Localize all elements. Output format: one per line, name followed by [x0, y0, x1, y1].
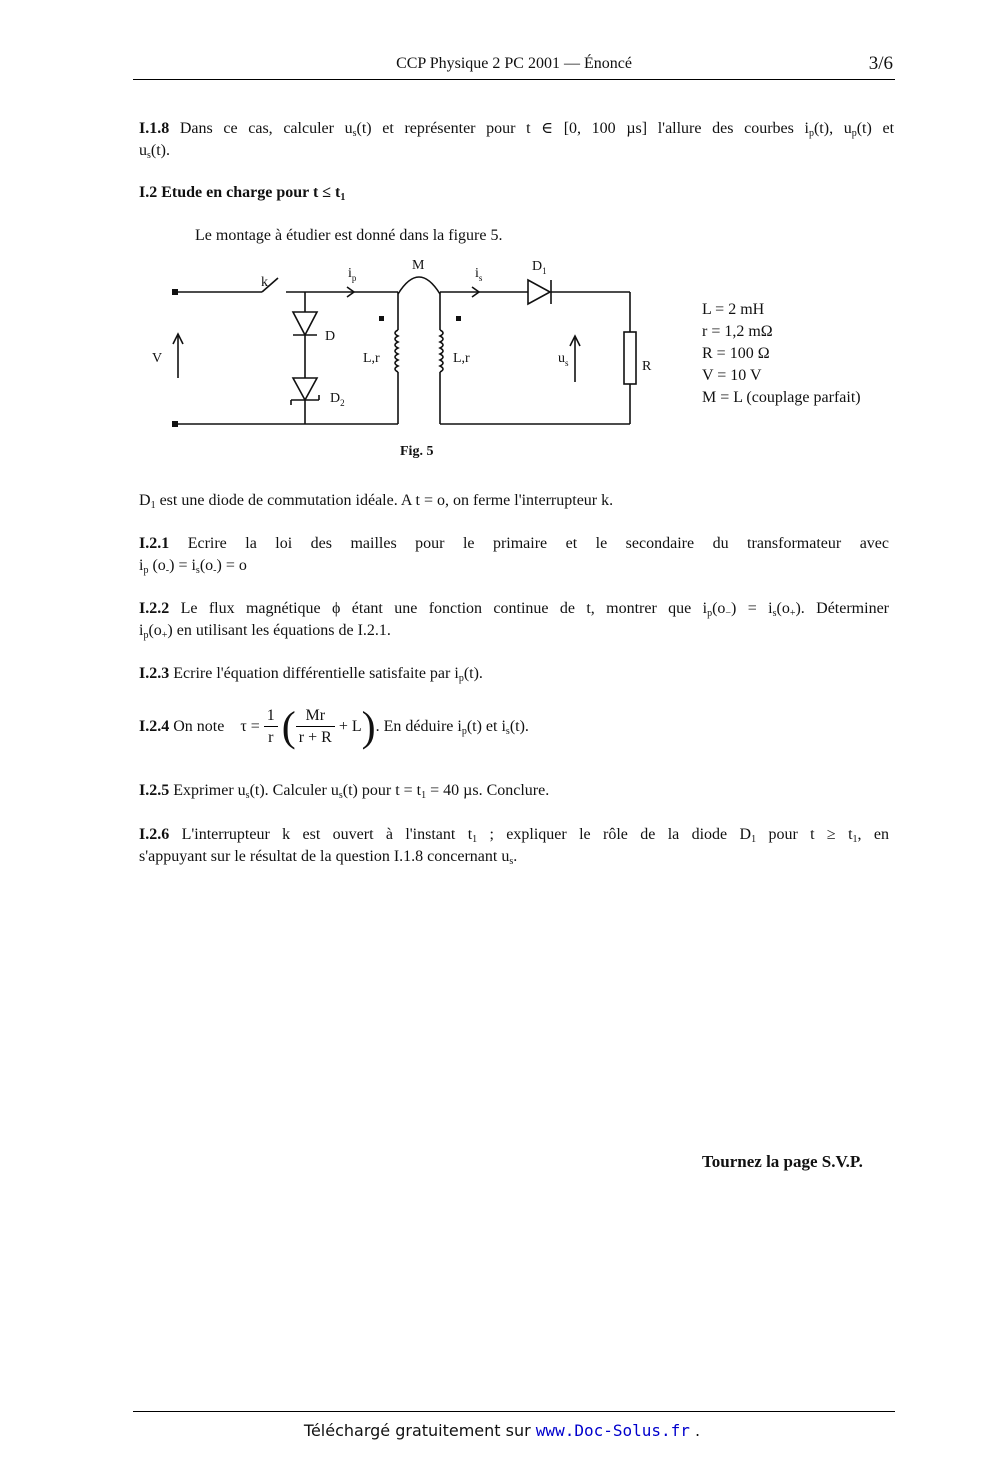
question-I-1-8 — [139, 118, 894, 162]
subscript: s — [352, 128, 357, 139]
question-I-2-4: I.2.4 On note τ = $\frac{1}{r}$ ( $\frac{Mr}{r + R}$ + L). En déduire $i_p(t)$ et $i_s(t)$. — [139, 704, 529, 751]
diode-D2 — [293, 378, 317, 400]
turn-page-note: Tournez la page S.V.P. — [702, 1152, 863, 1171]
label-D2: $D_2$ — [330, 391, 345, 408]
circuit-figure-5 — [150, 250, 650, 465]
question-I-2-5: I.2.5 Exprimer $u_s(t)$. Calculer $u_s(t)$ pour $t = t_1 = 40$ µs. Conclure. — [139, 782, 550, 801]
question-I-2-6: I.2.6 L'interrupteur k est ouvert à l'instant $t_1$ ; expliquer le rôle de la diode $D_1$ pour $t \ge t_1$, en s'appuyant sur le résultat de la question I.1.8 concernant $u_s$. — [139, 826, 889, 867]
spec-V: V = 10 V — [702, 367, 762, 384]
label-Lr-primary: L,r — [363, 351, 380, 366]
terminal-top — [172, 289, 178, 295]
subscript: s — [147, 150, 151, 161]
component-values — [702, 299, 861, 409]
tau-symbol: τ = — [240, 718, 260, 736]
spec-r: r = 1,2 mΩ — [702, 323, 773, 340]
section-heading — [139, 182, 345, 204]
label-k: k — [261, 275, 268, 290]
label-V: V — [152, 351, 163, 366]
question-I-2-3: I.2.3 Ecrire l'équation différentielle satisfaite par $i_p(t)$. — [139, 665, 483, 684]
resistor-R — [624, 332, 636, 384]
footer-rule — [133, 1411, 895, 1412]
diode-description — [139, 490, 613, 512]
subscript: p — [851, 128, 857, 139]
question-label: I.2.5 — [139, 782, 170, 799]
figure-caption: Fig. 5 — [400, 444, 434, 459]
question-label: I.1.8 — [139, 120, 170, 137]
coil-primary — [395, 330, 398, 372]
page-header — [133, 55, 895, 80]
label-ip: $i_p$ — [348, 266, 357, 283]
diode-D — [293, 312, 317, 335]
question-label: I.2.1 — [139, 535, 170, 552]
header-title: CCP Physique 2 PC 2001 — Énoncé — [396, 55, 632, 72]
subscript: p — [808, 128, 814, 139]
paren-left: ( — [281, 704, 296, 751]
spec-R: R = 100 Ω — [702, 345, 770, 362]
fraction-Mr-over-rR: $\frac{Mr}{r + R}$ — [296, 706, 335, 749]
question-label: I.2.2 — [139, 600, 170, 617]
label-us: $u_s$ — [558, 351, 569, 368]
polarity-dot-primary — [379, 316, 384, 321]
label-is: $i_s$ — [475, 266, 483, 283]
question-label: I.2.4 — [139, 718, 170, 736]
spec-L: L = 2 mH — [702, 301, 765, 318]
page-number: 3/6 — [868, 53, 893, 74]
question-I-2-1: I.2.1 Ecrire la loi des mailles pour le primaire et le secondaire du transformateur avec $i_p$ $(o_-) = i_s(o_-) = o$ — [139, 535, 889, 576]
coupling-M — [398, 277, 440, 294]
text: Ecrire la loi des mailles pour le primaire et le secondaire du transformateur avec — [169, 535, 889, 552]
figure-intro: Le montage à étudier est donné dans la figure 5. — [195, 227, 503, 244]
question-label: I.2.6 — [139, 826, 170, 843]
text: (t), u — [813, 120, 852, 137]
text: (t) et — [856, 120, 895, 137]
question-I-2-2: I.2.2 Le flux magnétique ϕ étant une fonction continue de t, montrer que $i_p(o_-) = i_s(o_+)$. Déterminer $i_p(o_+)$ en utilisant les équations de I.2.1. — [139, 600, 889, 641]
label-D: D — [325, 329, 336, 344]
paren-right: ) — [361, 704, 376, 751]
spec-M: M = L (couplage parfait) — [702, 389, 861, 406]
label-R: R — [642, 359, 652, 374]
footer-text: Téléchargé gratuitement sur — [303, 1421, 536, 1440]
text: est une diode de commutation idéale. A t = o, on ferme l'interrupteur k. — [155, 492, 614, 509]
diode-D1 — [528, 280, 550, 304]
label-D1: $D_1$ — [532, 259, 547, 276]
label-Lr-secondary: L,r — [453, 351, 470, 366]
text: u — [139, 142, 147, 159]
subscript: 1 — [340, 192, 346, 203]
text: (t). — [150, 142, 171, 159]
polarity-dot-secondary — [456, 316, 461, 321]
section-title: I.2 Etude en charge pour t ≤ t — [139, 184, 341, 201]
text: . En déduire i — [375, 718, 462, 736]
text: Dans ce cas, calculer u — [169, 120, 353, 137]
coil-secondary — [440, 330, 443, 372]
terminal-bottom — [172, 421, 178, 427]
label-M: M — [412, 258, 425, 273]
text: (t) et représenter pour t ∈ [0, 100 µs] l'allure des courbes i — [356, 120, 809, 137]
page-footer — [0, 1421, 1004, 1440]
text: D — [139, 492, 151, 509]
fraction-one-over-r: $\frac{1}{r}$ — [264, 706, 278, 749]
text: On note — [169, 718, 225, 736]
plus-L: + L — [338, 718, 362, 736]
footer-end: . — [689, 1421, 701, 1440]
footer-link[interactable]: www.Doc-Solus.fr — [535, 1421, 690, 1440]
question-label: I.2.3 — [139, 665, 170, 682]
subscript: 1 — [150, 500, 156, 511]
